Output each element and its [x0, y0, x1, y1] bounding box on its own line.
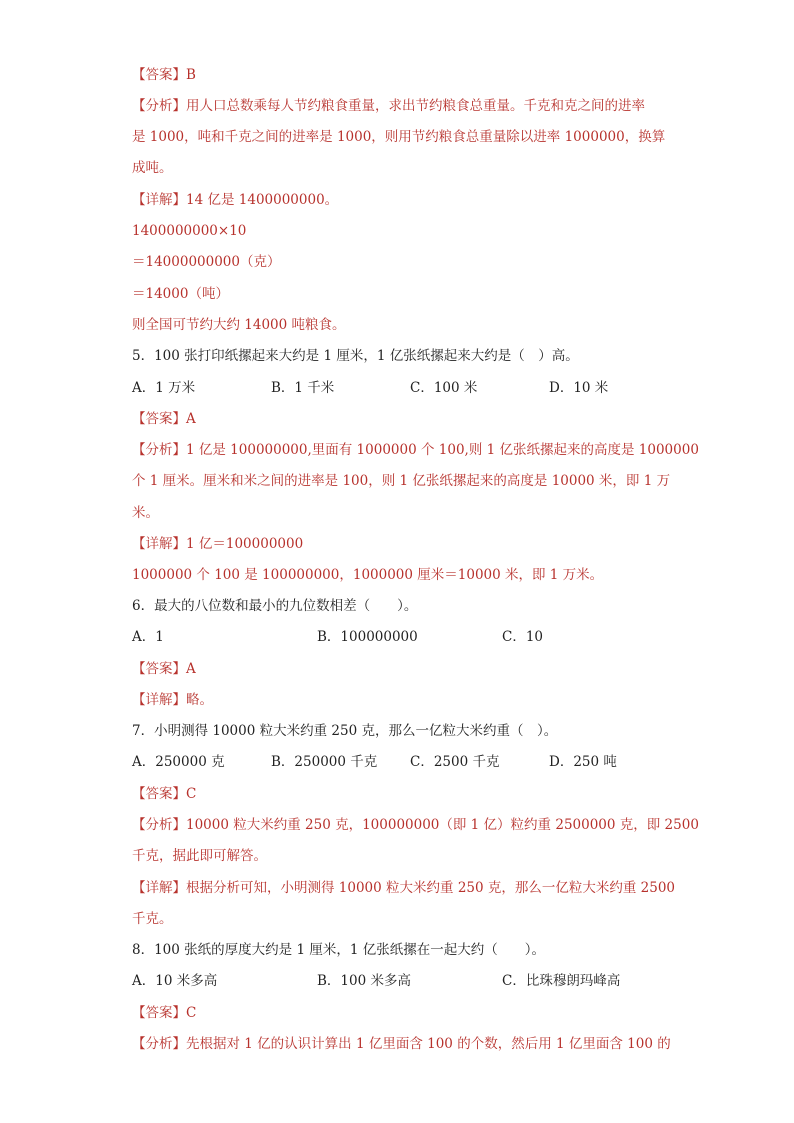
q6-option-c: C．10 [502, 629, 544, 645]
q4-detail-line: ＝14000000000（克） [132, 254, 281, 270]
q5-option-b: B．1 千米 [271, 380, 335, 396]
q7-option-a: A．250000 克 [132, 754, 225, 770]
q4-analysis-line: 成吨。 [132, 160, 173, 176]
answer-label: 【答案】 [132, 786, 186, 802]
q4-detail-line: 则全国可节约大约 14000 吨粮食。 [132, 317, 346, 333]
detail-label: 【详解】 [132, 536, 186, 552]
detail-label: 【详解】 [132, 192, 186, 208]
q7-analysis-line: 【分析】10000 粒大米约重 250 克，100000000（即 1 亿）粒约重 2500000 克，即 2500 [132, 817, 699, 833]
q7-question: 7．小明测得 10000 粒大米约重 250 克，那么一亿粒大米约重（ ）。 [132, 723, 558, 739]
q7-analysis-line: 千克，据此即可解答。 [132, 848, 267, 864]
q6-answer: 【答案】A [132, 661, 196, 677]
q5-detail-line: 【详解】1 亿＝100000000 [132, 536, 304, 552]
q7-detail-line: 千克。 [132, 911, 173, 927]
q8-option-b: B．100 米多高 [317, 973, 411, 989]
answer-label: 【答案】 [132, 1005, 186, 1021]
detail-label: 【详解】 [132, 880, 186, 896]
q4-detail-line: ＝14000（吨） [132, 286, 229, 302]
q8-option-c: C．比珠穆朗玛峰高 [502, 973, 621, 989]
q5-analysis-line: 米。 [132, 505, 159, 521]
q5-analysis-line: 个 1 厘米。厘米和米之间的进率是 100，则 1 亿张纸摞起来的高度是 10000 米，即 1 万 [132, 473, 671, 489]
analysis-label: 【分析】 [132, 442, 186, 458]
q6-question: 6．最大的八位数和最小的九位数相差（ ）。 [132, 598, 418, 614]
q8-answer: 【答案】C [132, 1005, 197, 1021]
q6-option-b: B．100000000 [317, 629, 418, 645]
answer-label: 【答案】 [132, 67, 186, 83]
q6-option-a: A．1 [132, 629, 164, 645]
q7-option-b: B．250000 千克 [271, 754, 378, 770]
answer-label: 【答案】 [132, 661, 186, 677]
analysis-label: 【分析】 [132, 1036, 186, 1052]
detail-label: 【详解】 [132, 692, 186, 708]
q4-detail-line: 1400000000×10 [132, 223, 247, 239]
q5-detail-line: 1000000 个 100 是 100000000，1000000 厘米＝10000 米，即 1 万米。 [132, 567, 604, 583]
q7-detail-line: 【详解】根据分析可知，小明测得 10000 粒大米约重 250 克，那么一亿粒大米约重 2500 [132, 880, 676, 896]
analysis-label: 【分析】 [132, 817, 186, 833]
q8-option-a: A．10 米多高 [132, 973, 218, 989]
q5-option-d: D．10 米 [549, 380, 609, 396]
q7-option-c: C．2500 千克 [410, 754, 500, 770]
q4-analysis-line: 【分析】用人口总数乘每人节约粮食重量，求出节约粮食总重量。千克和克之间的进率 [132, 98, 645, 114]
q4-detail-line: 【详解】14 亿是 1400000000。 [132, 192, 339, 208]
q7-answer: 【答案】C [132, 786, 197, 802]
q8-question: 8．100 张纸的厚度大约是 1 厘米，1 亿张纸摞在一起大约（ ）。 [132, 942, 545, 958]
q8-analysis-line: 【分析】先根据对 1 亿的认识计算出 1 亿里面含 100 的个数，然后用 1 亿里面含 100 的 [132, 1036, 671, 1052]
answer-label: 【答案】 [132, 411, 186, 427]
q4-analysis-line: 是 1000，吨和千克之间的进率是 1000，则用节约粮食总重量除以进率 1000000，换算 [132, 129, 666, 145]
q5-question: 5．100 张打印纸摞起来大约是 1 厘米，1 亿张纸摞起来大约是（ ）高。 [132, 348, 579, 364]
q7-option-d: D．250 吨 [549, 754, 617, 770]
q5-option-a: A．1 万米 [132, 380, 196, 396]
q5-analysis-line: 【分析】1 亿是 100000000,里面有 1000000 个 100,则 1 亿张纸摞起来的高度是 1000000 [132, 442, 699, 458]
q5-option-c: C．100 米 [410, 380, 478, 396]
q4-answer: 【答案】B [132, 67, 196, 83]
analysis-label: 【分析】 [132, 98, 186, 114]
q5-answer: 【答案】A [132, 411, 196, 427]
q6-detail-line: 【详解】略。 [132, 692, 213, 708]
